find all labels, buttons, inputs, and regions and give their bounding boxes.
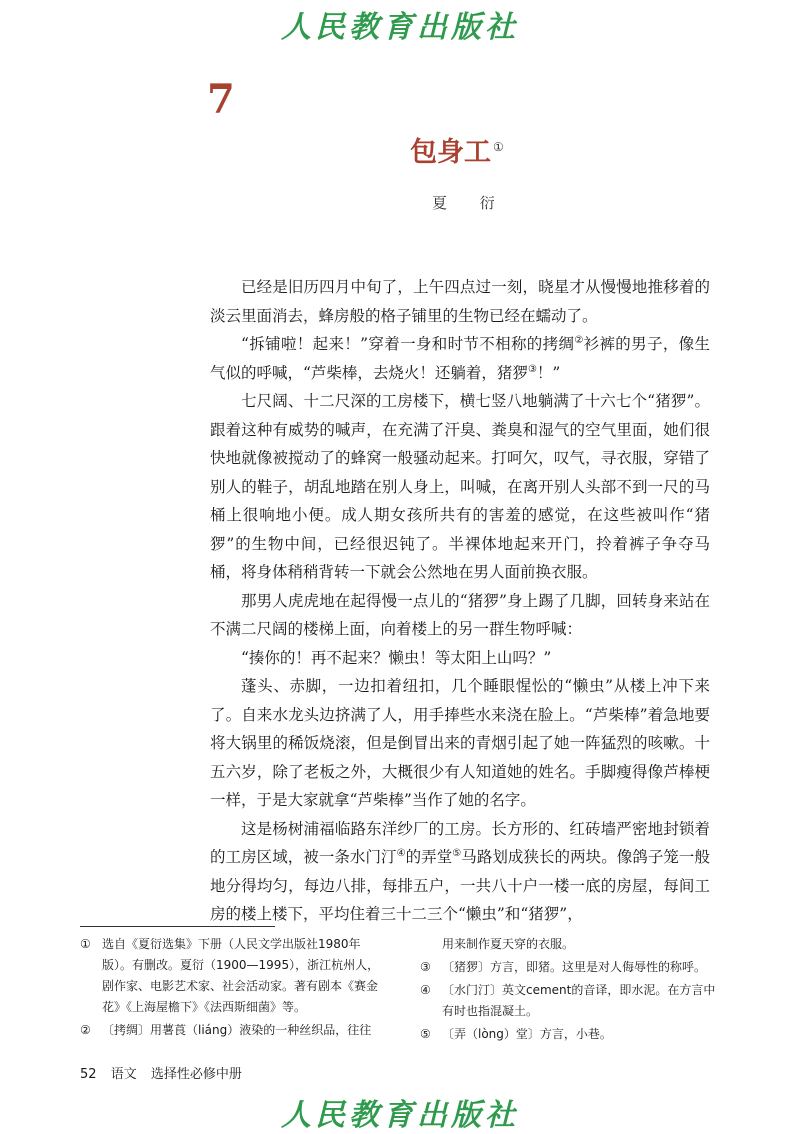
footnote-text: 〔水门汀〕英文cement的音译，即水泥。在方言中有时也指混凝土。 (442, 983, 716, 1018)
footnote-divider (80, 926, 275, 927)
paragraph-text: 的弄堂 (405, 848, 453, 866)
footnote-number: ① (80, 937, 91, 951)
footnote-number: ④ (420, 983, 431, 997)
footnote-number: ⑤ (420, 1027, 431, 1041)
publisher-logo-top: 人民教育出版社 (281, 10, 519, 45)
paragraph-text: 这是杨树浦福临路东洋纱厂的工房。长方形的、红砖墙严密地封锁着的工房区域，被一条水门汀 (210, 819, 710, 866)
subject-name: 语文 (110, 1067, 137, 1082)
footnote-ref[interactable]: ④ (396, 847, 406, 859)
footnote (420, 980, 720, 1022)
paragraph-text: ！” (536, 363, 561, 382)
paragraph-text: 那男人虎虎地在起得慢一点儿的“猪猡”身上踢了几脚，回转身来站在不满二尺阔的楼梯上面，向着楼上的另一群生物呼喊： (210, 591, 710, 638)
paragraph (210, 587, 710, 644)
footnote (80, 934, 380, 1018)
article-body (210, 273, 710, 929)
title-footnote-mark[interactable]: ① (493, 140, 504, 154)
paragraph (210, 644, 710, 673)
paragraph (210, 387, 710, 587)
footnote (420, 957, 720, 978)
footnote-continuation: 用来制作夏天穿的衣服。 (442, 937, 575, 951)
footnote-text: 〔猪猡〕方言，即猪。这里是对人侮辱性的称呼。 (442, 960, 707, 974)
lesson-title (410, 130, 504, 169)
paragraph (210, 273, 710, 330)
page-footer (80, 1063, 242, 1082)
footnote-ref[interactable]: ③ (527, 363, 537, 375)
lesson-number: 7 (207, 76, 235, 123)
paragraph (210, 330, 710, 387)
paragraph-text: 马路划成狭长的两块。像鸽子笼一般地分得均匀，每边八排，每排五户，一共八十户一楼一底的房屋，每间工房的楼上楼下，平均住着三十二三个“懒虫”和“猪猡”， (210, 848, 710, 923)
title-text: 包身工 (410, 137, 491, 168)
paragraph-text: “揍你的！再不起来？懒虫！等太阳上山吗？” (241, 648, 552, 667)
footnote-text: 选自《夏衍选集》下册（人民文学出版社1980年版）。有删改。夏衍（1900—1995），浙江杭州人，剧作家、电影艺术家、社会活动家。著有剧本《赛金花》《上海屋檐下》《法西斯细菌》等。 (102, 937, 380, 1014)
publisher-logo-bottom: 人民教育出版社 (281, 1098, 519, 1133)
page-number: 52 (80, 1067, 97, 1082)
paragraph-text: 衫裤的男子，像生气似的呼喊，“芦柴棒，去烧火！还躺着，猪猡 (210, 335, 710, 382)
author-name: 夏 衍 (432, 194, 509, 212)
footnotes-right-column (420, 934, 720, 1047)
footnote (420, 1024, 720, 1045)
footnote (80, 1020, 380, 1041)
paragraph-text: 已经是旧历四月中旬了，上午四点过一刻，晓星才从慢慢地推移着的淡云里面消去，蜂房般的格子铺里的生物已经在蠕动了。 (210, 278, 710, 325)
footnote-ref[interactable]: ⑤ (452, 847, 462, 859)
book-name: 选择性必修中册 (150, 1067, 242, 1082)
footnote-number: ② (80, 1023, 91, 1037)
footnote-number: ③ (420, 960, 431, 974)
footnotes-left-column (80, 934, 380, 1043)
paragraph-text: 蓬头、赤脚，一边扣着纽扣，几个睡眼惺忪的“懒虫”从楼上冲下来了。自来水龙头边挤满了人，用手捧些水来浇在脸上。“芦柴棒”着急地要将大锅里的稀饭烧滚，但是倒冒出来的青烟引起了她一阵猛烈的咳嗽。十五六岁，除了老板之外，大概很少有人知道她的姓名。手脚瘦得像芦棒梗一样，于是大家就拿“芦柴棒”当作了她的名字。 (210, 677, 710, 809)
paragraph (210, 815, 710, 929)
paragraph-text: 七尺阔、十二尺深的工房楼下，横七竖八地躺满了十六七个“猪猡”。跟着这种有威势的喊声，在充满了汗臭、粪臭和湿气的空气里面，她们很快地就像被搅动了的蜂窝一般骚动起来。打呵欠，叹气，寻衣服，穿错了别人的鞋子，胡乱地踏在别人身上，叫喊，在离开别人头部不到一尺的马桶上很响地小便。成人期女孩所共有的害羞的感觉，在这些被叫作“猪猡”的生物中间，已经很迟钝了。半裸体地起来开门，拎着裤子争夺马桶，将身体稍稍背转一下就会公然地在男人面前换衣服。 (210, 392, 710, 581)
footnote-ref[interactable]: ② (574, 334, 584, 346)
paragraph (210, 672, 710, 815)
paragraph-text: “拆铺啦！起来！”穿着一身和时节不相称的拷绸 (241, 335, 575, 353)
footnote-text: 〔拷绸〕用薯莨（liáng）液染的一种丝织品，往往 (102, 1023, 372, 1037)
footnote-text: 〔弄（lòng）堂〕方言，小巷。 (442, 1027, 612, 1041)
